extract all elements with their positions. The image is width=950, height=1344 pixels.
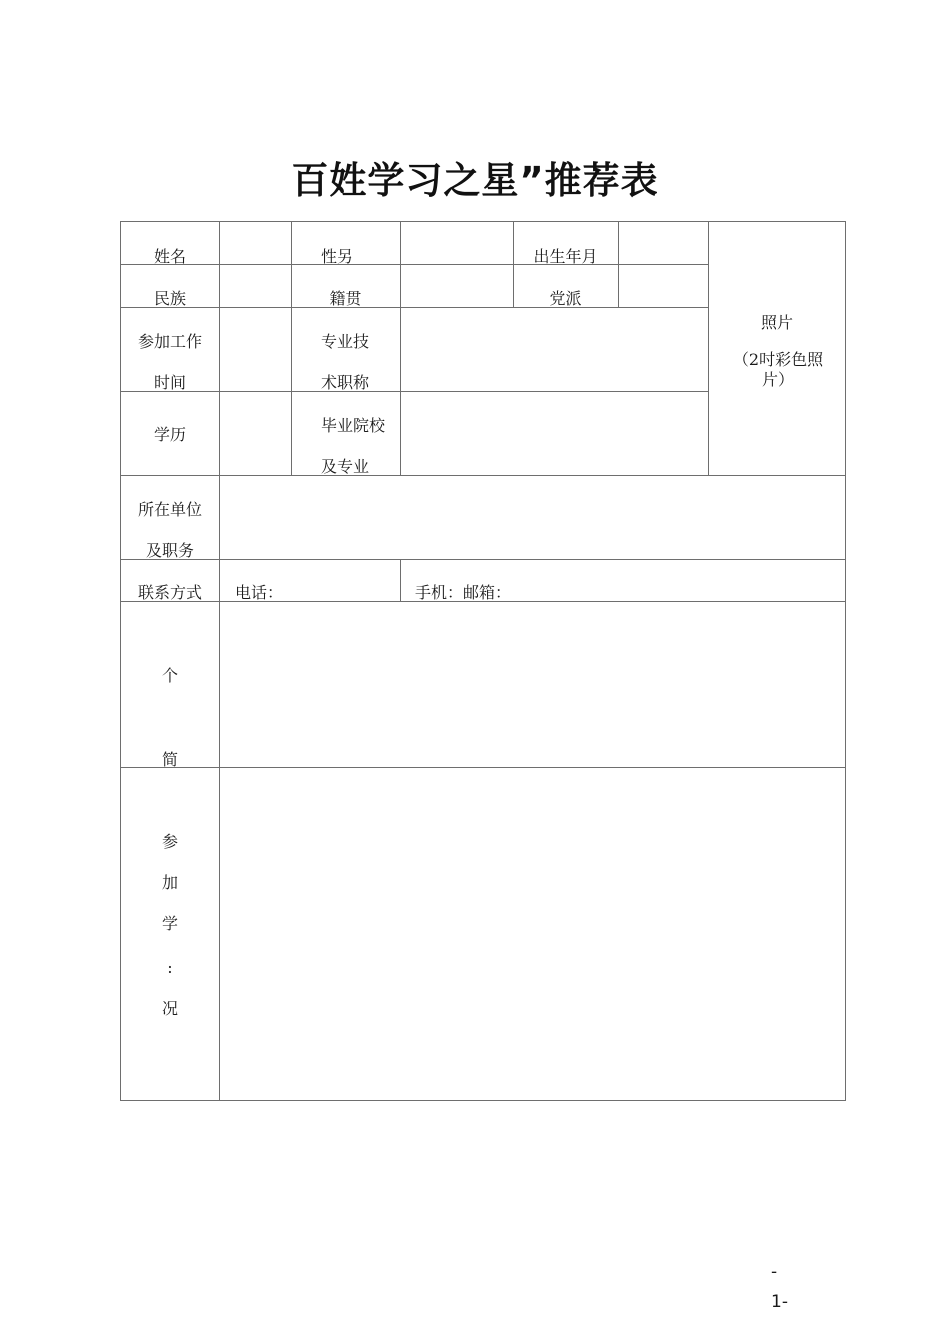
native-place-label: 籍贯 — [329, 289, 362, 308]
photo-note: （2吋彩色照片） — [732, 350, 824, 389]
column-divider — [618, 221, 619, 307]
study-label-char: 参 — [161, 832, 178, 851]
row-divider — [120, 475, 846, 476]
school-major-label: 毕业院校 — [321, 416, 386, 435]
unit-position-label: 所在单位 — [137, 500, 202, 519]
column-divider — [400, 221, 401, 475]
birth-date-label: 出生年月 — [533, 247, 598, 266]
professional-title-label: 术职称 — [321, 373, 370, 392]
school-major-label: 及专业 — [321, 457, 370, 476]
ethnicity-label: 民族 — [153, 289, 186, 308]
page-title: 百姓学习之星”推荐表 — [291, 159, 659, 202]
study-label-char: 学 — [161, 914, 178, 933]
page-number: 1- — [771, 1292, 788, 1312]
page-number-dash: - — [771, 1262, 778, 1282]
party-label: 党派 — [549, 289, 582, 308]
contact-label: 联系方式 — [137, 583, 202, 602]
mobile-email-label: 手机：邮箱： — [415, 583, 512, 602]
photo-label: 照片 — [760, 313, 793, 332]
bio-label: 简 — [161, 750, 178, 769]
work-start-label: 时间 — [153, 373, 186, 392]
bio-label: 个 — [161, 666, 178, 685]
table-border-right — [845, 221, 846, 1101]
name-label: 姓名 — [153, 247, 186, 266]
row-divider — [120, 559, 846, 560]
unit-position-label: 及职务 — [145, 541, 194, 560]
table-border-bottom — [120, 1100, 846, 1101]
study-label-char: : — [167, 958, 173, 977]
study-label-char: 加 — [161, 873, 178, 892]
study-label-char: 况 — [161, 999, 178, 1018]
photo-column-divider — [708, 221, 709, 475]
table-border-top — [120, 221, 846, 222]
gender-label: 性另 — [320, 247, 353, 266]
phone-label: 电话： — [235, 583, 284, 602]
column-divider — [400, 559, 401, 601]
work-start-label: 参加工作 — [137, 332, 202, 351]
professional-title-label: 专业技 — [321, 332, 370, 351]
education-label: 学历 — [153, 425, 186, 444]
row-divider — [120, 767, 846, 768]
